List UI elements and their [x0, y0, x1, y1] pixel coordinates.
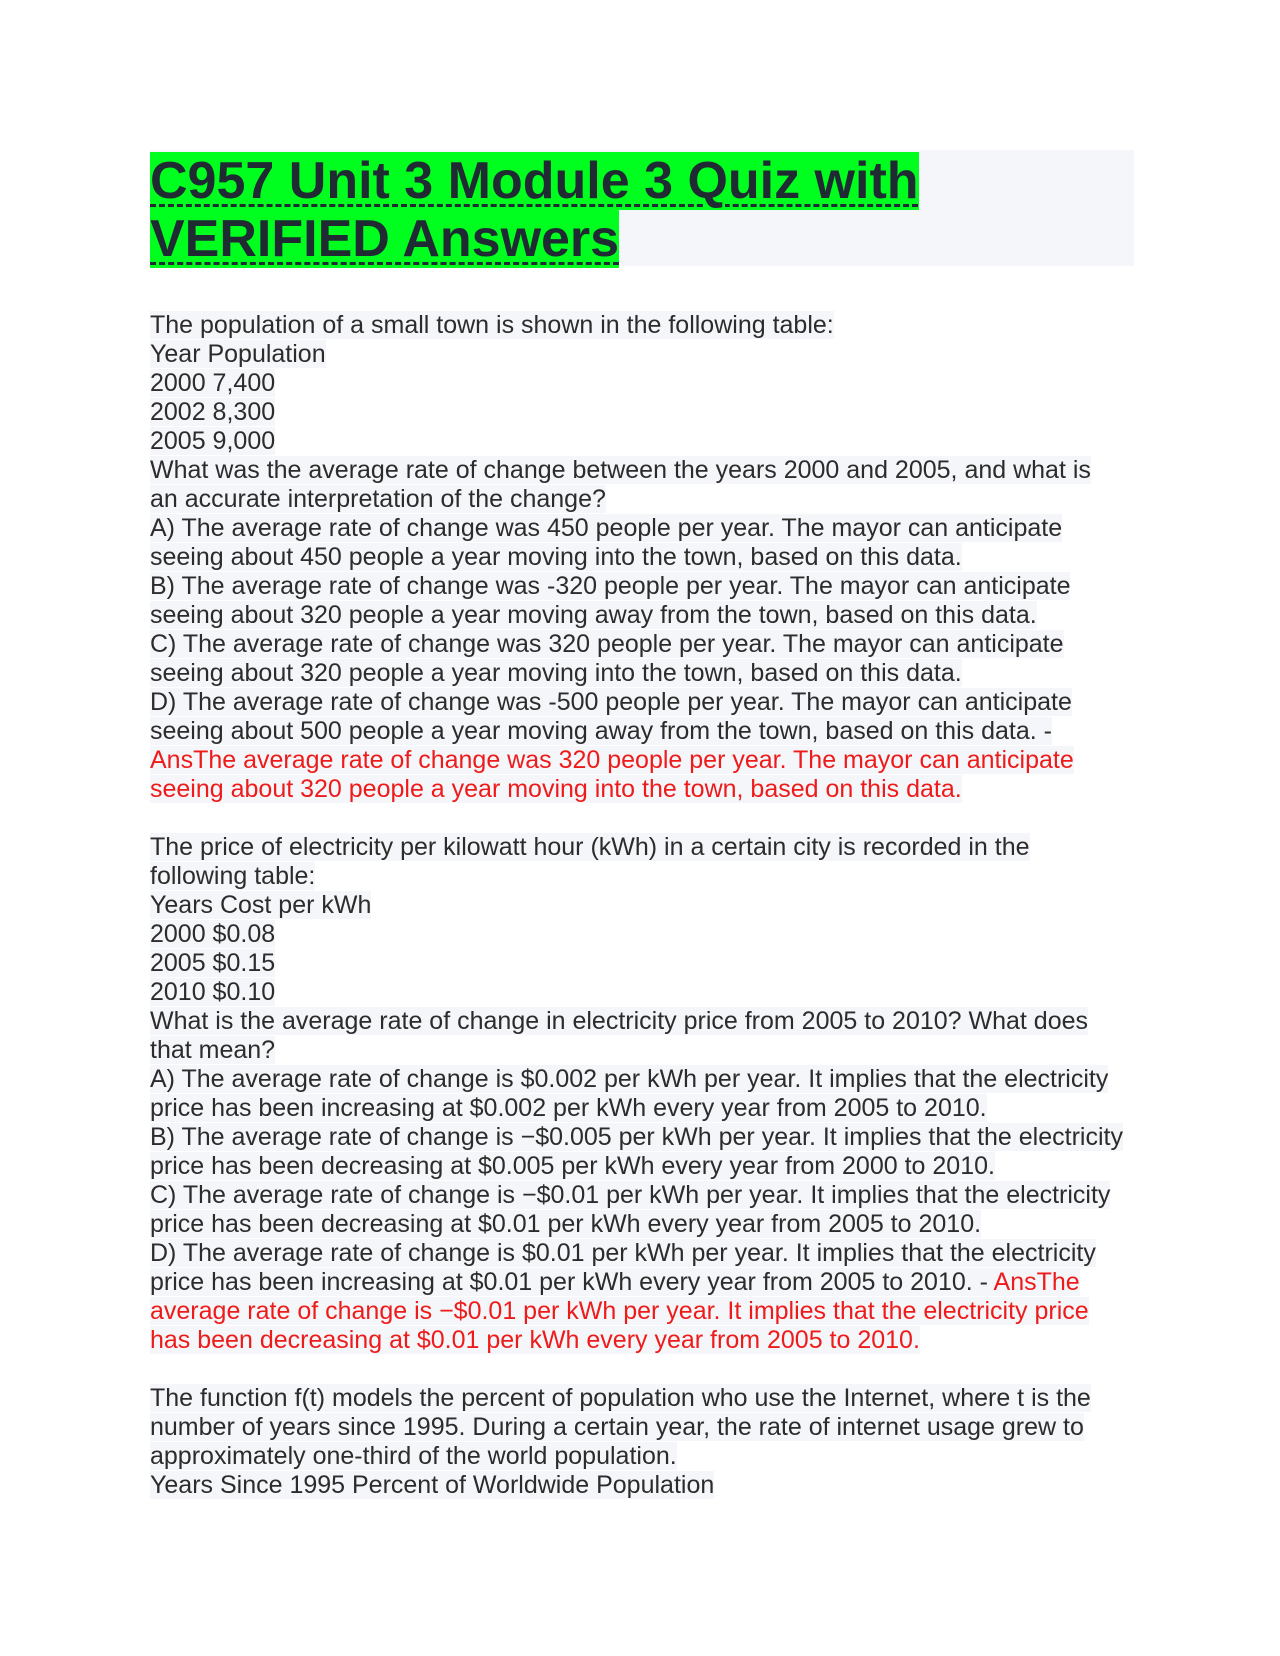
- q1-table-row: 2002 8,300: [150, 398, 276, 426]
- q1-question: What was the average rate of change between the years 2000 and 2005, and what is: [150, 456, 1091, 484]
- q2-question: that mean?: [150, 1036, 276, 1064]
- question-2: [150, 833, 1140, 1355]
- title-block: [150, 150, 1134, 266]
- q2-intro: following table:: [150, 862, 316, 890]
- q2-question: What is the average rate of change in electricity price from 2005 to 2010? What does: [150, 1007, 1089, 1035]
- q1-table-row: 2005 9,000: [150, 427, 276, 455]
- q1-option-b: B) The average rate of change was -320 people per year. The mayor can anticipate: [150, 572, 1071, 600]
- q1-option-c: C) The average rate of change was 320 people per year. The mayor can anticipate: [150, 630, 1064, 658]
- q1-option-a: A) The average rate of change was 450 people per year. The mayor can anticipate: [150, 514, 1063, 542]
- q2-intro: The price of electricity per kilowatt hour (kWh) in a certain city is recorded in the: [150, 833, 1030, 861]
- q2-option-b: price has been decreasing at $0.005 per kWh every year from 2000 to 2010.: [150, 1152, 995, 1180]
- q1-question: an accurate interpretation of the change?: [150, 485, 606, 513]
- question-3: [150, 1384, 1140, 1500]
- q3-intro: approximately one-third of the world population.: [150, 1442, 677, 1470]
- q2-option-a: A) The average rate of change is $0.002 per kWh per year. It implies that the electricity: [150, 1065, 1109, 1093]
- q2-option-b: B) The average rate of change is −$0.005 per kWh per year. It implies that the electricity: [150, 1123, 1123, 1151]
- document-title: [150, 150, 1134, 268]
- q2-option-c: price has been decreasing at $0.01 per kWh every year from 2005 to 2010.: [150, 1210, 982, 1238]
- q3-table-header: Years Since 1995 Percent of Worldwide Population: [150, 1471, 715, 1499]
- q1-option-d: D) The average rate of change was -500 people per year. The mayor can anticipate: [150, 688, 1072, 716]
- q1-intro: The population of a small town is shown in the following table:: [150, 311, 834, 339]
- q2-table-row: 2000 $0.08: [150, 920, 276, 948]
- q1-table-header: Year Population: [150, 340, 326, 368]
- q3-intro: The function f(t) models the percent of population who use the Internet, where t is the: [150, 1384, 1091, 1412]
- question-1: [150, 311, 1140, 804]
- q2-answer: has been decreasing at $0.01 per kWh every year from 2005 to 2010.: [150, 1326, 920, 1354]
- q1-option-a: seeing about 450 people a year moving into the town, based on this data.: [150, 543, 962, 571]
- q2-option-d: price has been increasing at $0.01 per kWh every year from 2005 to 2010. -: [150, 1268, 994, 1296]
- q2-table-row: 2005 $0.15: [150, 949, 276, 977]
- q2-option-a: price has been increasing at $0.002 per kWh every year from 2005 to 2010.: [150, 1094, 987, 1122]
- q2-option-d: D) The average rate of change is $0.01 per kWh per year. It implies that the electricity: [150, 1239, 1096, 1267]
- q2-answer: AnsThe: [993, 1268, 1080, 1296]
- q2-table-row: 2010 $0.10: [150, 978, 276, 1006]
- q1-answer: seeing about 320 people a year moving into the town, based on this data.: [150, 775, 962, 803]
- q1-table-row: 2000 7,400: [150, 369, 276, 397]
- q1-option-b: seeing about 320 people a year moving away from the town, based on this data.: [150, 601, 1037, 629]
- document-body: [150, 311, 1140, 1529]
- q3-intro: number of years since 1995. During a certain year, the rate of internet usage grew to: [150, 1413, 1084, 1441]
- q2-answer: average rate of change is −$0.01 per kWh per year. It implies that the electricity price: [150, 1297, 1089, 1325]
- title-line-1: C957 Unit 3 Module 3 Quiz with: [150, 152, 919, 210]
- q2-option-c: C) The average rate of change is −$0.01 per kWh per year. It implies that the electricity: [150, 1181, 1111, 1209]
- q1-option-c: seeing about 320 people a year moving into the town, based on this data.: [150, 659, 962, 687]
- q1-option-d: seeing about 500 people a year moving away from the town, based on this data. -: [150, 717, 1052, 745]
- q2-table-header: Years Cost per kWh: [150, 891, 372, 919]
- title-line-2: VERIFIED Answers: [150, 210, 620, 268]
- q1-answer: AnsThe average rate of change was 320 people per year. The mayor can anticipate: [150, 746, 1074, 774]
